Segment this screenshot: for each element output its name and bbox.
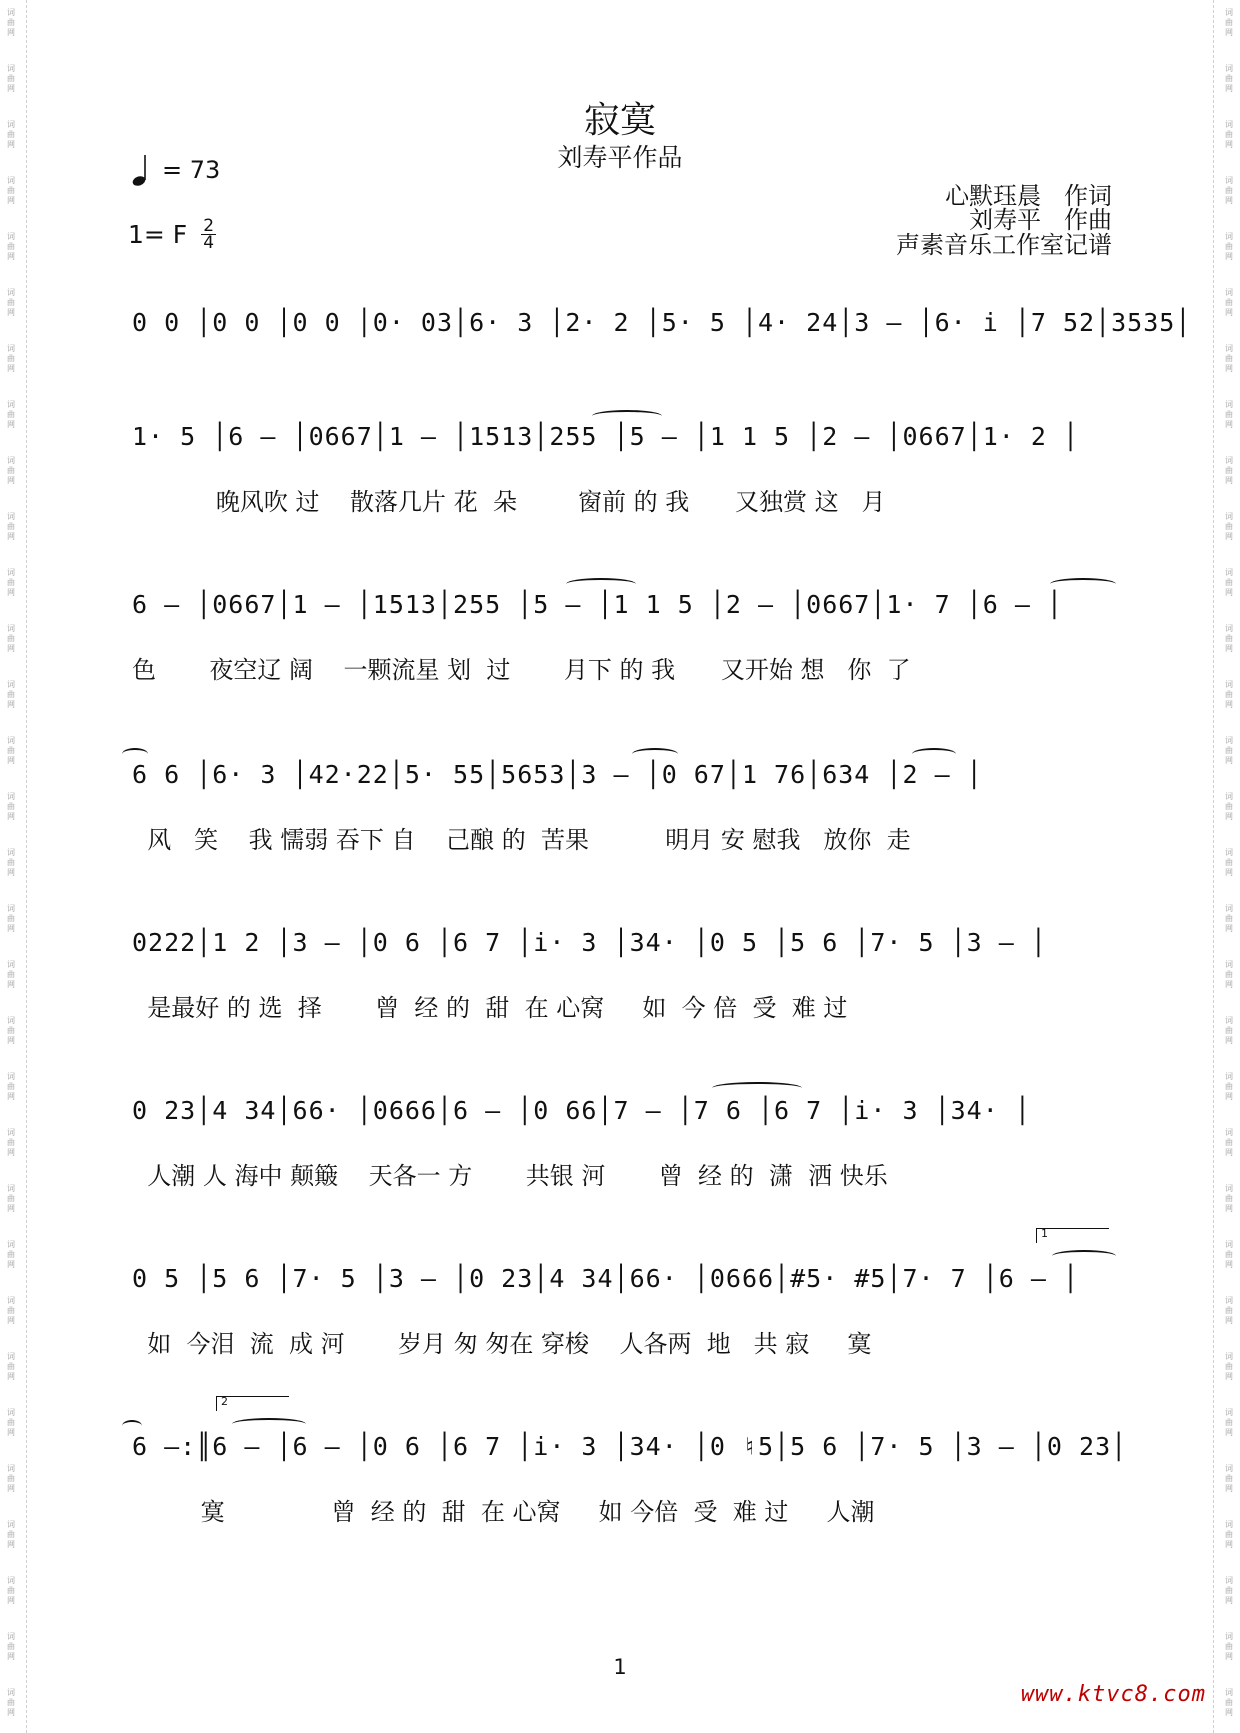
lyrics-line: 是最好 的 选 择 曾 经 的 甜 在 心窝 如 今 倍 受 难 过 (132, 994, 848, 1022)
watermark-text: 词 曲 网 (7, 1128, 15, 1157)
lyricist-credit: 心默珏晨 作词 (945, 182, 1112, 210)
tie-mark (912, 748, 956, 760)
watermark-text: 词 曲 网 (7, 736, 15, 765)
watermark-text: 词 曲 网 (7, 568, 15, 597)
watermark-text: 词 曲 网 (1225, 1688, 1233, 1717)
watermark-text: 词 曲 网 (7, 1464, 15, 1493)
watermark-text: 词 曲 网 (1225, 1296, 1233, 1325)
transcriber-credit: 声素音乐工作室记谱 (896, 231, 1112, 259)
watermark-text: 词 曲 网 (7, 624, 15, 653)
tie-mark (1050, 578, 1116, 590)
watermark-text: 词 曲 网 (1225, 400, 1233, 429)
notation-line: 1· 5 │6 – │0667│1 – │1513│255 │5 – │1 1 5 │2 – │0667│1· 2 │ (132, 422, 1080, 451)
notation-line: 6 – │0667│1 – │1513│255 │5 – │1 1 5 │2 – │0667│1· 7 │6 – │ (132, 590, 1063, 619)
lyrics-line: 风 笑 我 懦弱 吞下 自 己酿 的 苦果 明月 安 慰我 放你 走 (132, 826, 911, 854)
notation-line: 6 6 │6· 3 │42·22│5· 55│5653│3 – │0 67│1 76│634 │2 – │ (132, 760, 983, 789)
watermark-text: 词 曲 网 (1225, 1632, 1233, 1661)
watermark-text: 词 曲 网 (7, 120, 15, 149)
watermark-text: 词 曲 网 (7, 1688, 15, 1717)
tie-mark (566, 578, 636, 590)
watermark-text: 词 曲 网 (7, 1296, 15, 1325)
tie-mark (632, 748, 678, 760)
watermark-text: 词 曲 网 (1225, 1240, 1233, 1269)
song-title: 寂寞 (583, 100, 656, 141)
watermark-text: 词 曲 网 (1225, 848, 1233, 877)
watermark-text: 词 曲 网 (1225, 1520, 1233, 1549)
watermark-text: 词 曲 网 (1225, 512, 1233, 541)
watermark-text: 词 曲 网 (1225, 1408, 1233, 1437)
tie-mark (592, 410, 662, 422)
watermark-text: 词 曲 网 (7, 344, 15, 373)
watermark-text: 词 曲 网 (7, 1576, 15, 1605)
watermark-text: 词 曲 网 (7, 1240, 15, 1269)
tempo-marking (132, 153, 220, 187)
lyrics-line: 晚风吹 过 散落几片 花 朵 窗前 的 我 又独赏 这 月 (132, 488, 886, 516)
watermark-text: 词 曲 网 (7, 512, 15, 541)
watermark-text: 词 曲 网 (7, 288, 15, 317)
watermark-text: 词 曲 网 (1225, 8, 1233, 37)
watermark-text: 词 曲 网 (7, 232, 15, 261)
time-signature: $\frac{2}{4}$ (203, 216, 215, 253)
watermark-text: 词 曲 网 (1225, 1464, 1233, 1493)
watermark-text: 词 曲 网 (1225, 680, 1233, 709)
watermark-text: 词 曲 网 (7, 680, 15, 709)
watermark-text: 词 曲 网 (1225, 344, 1233, 373)
watermark-text: 词 曲 网 (7, 176, 15, 205)
notation-line: 0 0 │0 0 │0 0 │0· 03│6· 3 │2· 2 │5· 5 │4· 24│3 – │6· i │7 52│3535│ (132, 308, 1192, 337)
song-subtitle: 刘寿平作品 (557, 143, 683, 172)
notation-line: 0222│1 2 │3 – │0 6 │6 7 │i· 3 │34· │0 5 │5 6 │7· 5 │3 – │ (132, 928, 1047, 957)
quarter-note-icon (132, 153, 148, 187)
tie-mark (232, 1418, 306, 1430)
website-watermark: www.ktvc8.com (1020, 1682, 1206, 1707)
notation-line: 6 –:║6 – │6 – │0 6 │6 7 │i· 3 │34· │0 ♮5│5 6 │7· 5 │3 – │0 23│ (132, 1432, 1128, 1461)
watermark-text: 词 曲 网 (7, 64, 15, 93)
watermark-text: 词 曲 网 (1225, 232, 1233, 261)
tie-mark (122, 1420, 142, 1432)
volta-bracket-2: 2 (216, 1396, 289, 1411)
watermark-text: 词 曲 网 (1225, 456, 1233, 485)
watermark-text: 词 曲 网 (7, 1408, 15, 1437)
key-text: 1= F (128, 220, 188, 249)
watermark-text: 词 曲 网 (1225, 1352, 1233, 1381)
page-number: 1 (613, 1655, 627, 1679)
tie-mark (712, 1082, 802, 1094)
watermark-text: 词 曲 网 (7, 960, 15, 989)
watermark-text: 词 曲 网 (1225, 568, 1233, 597)
volta-bracket-1: 1 (1036, 1228, 1109, 1243)
watermark-text: 词 曲 网 (7, 1520, 15, 1549)
watermark-text: 词 曲 网 (1225, 624, 1233, 653)
watermark-text: 词 曲 网 (7, 792, 15, 821)
watermark-text: 词 曲 网 (7, 1072, 15, 1101)
tie-mark (122, 748, 148, 760)
tempo-text: = 73 (162, 156, 221, 184)
lyrics-line: 如 今泪 流 成 河 岁月 匆 匆在 穿梭 人各两 地 共 寂 寞 (132, 1330, 872, 1358)
watermark-text: 词 曲 网 (1225, 1128, 1233, 1157)
lyrics-line: 人潮 人 海中 颠簸 天各一 方 共银 河 曾 经 的 潇 洒 快乐 (132, 1162, 888, 1190)
watermark-text: 词 曲 网 (7, 1352, 15, 1381)
watermark-text: 词 曲 网 (1225, 736, 1233, 765)
watermark-text: 词 曲 网 (7, 1632, 15, 1661)
lyrics-line: 色 夜空辽 阔 一颗流星 划 过 月下 的 我 又开始 想 你 了 (132, 656, 911, 684)
watermark-text: 词 曲 网 (1225, 1016, 1233, 1045)
watermark-text: 词 曲 网 (7, 1016, 15, 1045)
watermark-text: 词 曲 网 (1225, 1576, 1233, 1605)
watermark-text: 词 曲 网 (7, 456, 15, 485)
tie-mark (1052, 1250, 1116, 1262)
watermark-text: 词 曲 网 (7, 400, 15, 429)
watermark-text: 词 曲 网 (7, 1184, 15, 1213)
watermark-text: 词 曲 网 (1225, 904, 1233, 933)
composer-credit: 刘寿平 作曲 (969, 206, 1112, 234)
notation-line: 0 5 │5 6 │7· 5 │3 – │0 23│4 34│66· │0666│#5· #5│7· 7 │6 – │ (132, 1264, 1080, 1293)
watermark-text: 词 曲 网 (1225, 960, 1233, 989)
notation-line: 0 23│4 34│66· │0666│6 – │0 66│7 – │7 6 │6 7 │i· 3 │34· │ (132, 1096, 1031, 1125)
watermark-text: 词 曲 网 (1225, 288, 1233, 317)
watermark-text: 词 曲 网 (1225, 120, 1233, 149)
watermark-text: 词 曲 网 (1225, 1072, 1233, 1101)
watermark-text: 词 曲 网 (7, 8, 15, 37)
watermark-text: 词 曲 网 (1225, 64, 1233, 93)
watermark-text: 词 曲 网 (7, 904, 15, 933)
watermark-text: 词 曲 网 (1225, 1184, 1233, 1213)
watermark-text: 词 曲 网 (1225, 176, 1233, 205)
watermark-text: 词 曲 网 (7, 848, 15, 877)
key-signature (128, 218, 216, 251)
lyrics-line: 寞 曾 经 的 甜 在 心窝 如 今倍 受 难 过 人潮 (132, 1498, 875, 1526)
watermark-text: 词 曲 网 (1225, 792, 1233, 821)
